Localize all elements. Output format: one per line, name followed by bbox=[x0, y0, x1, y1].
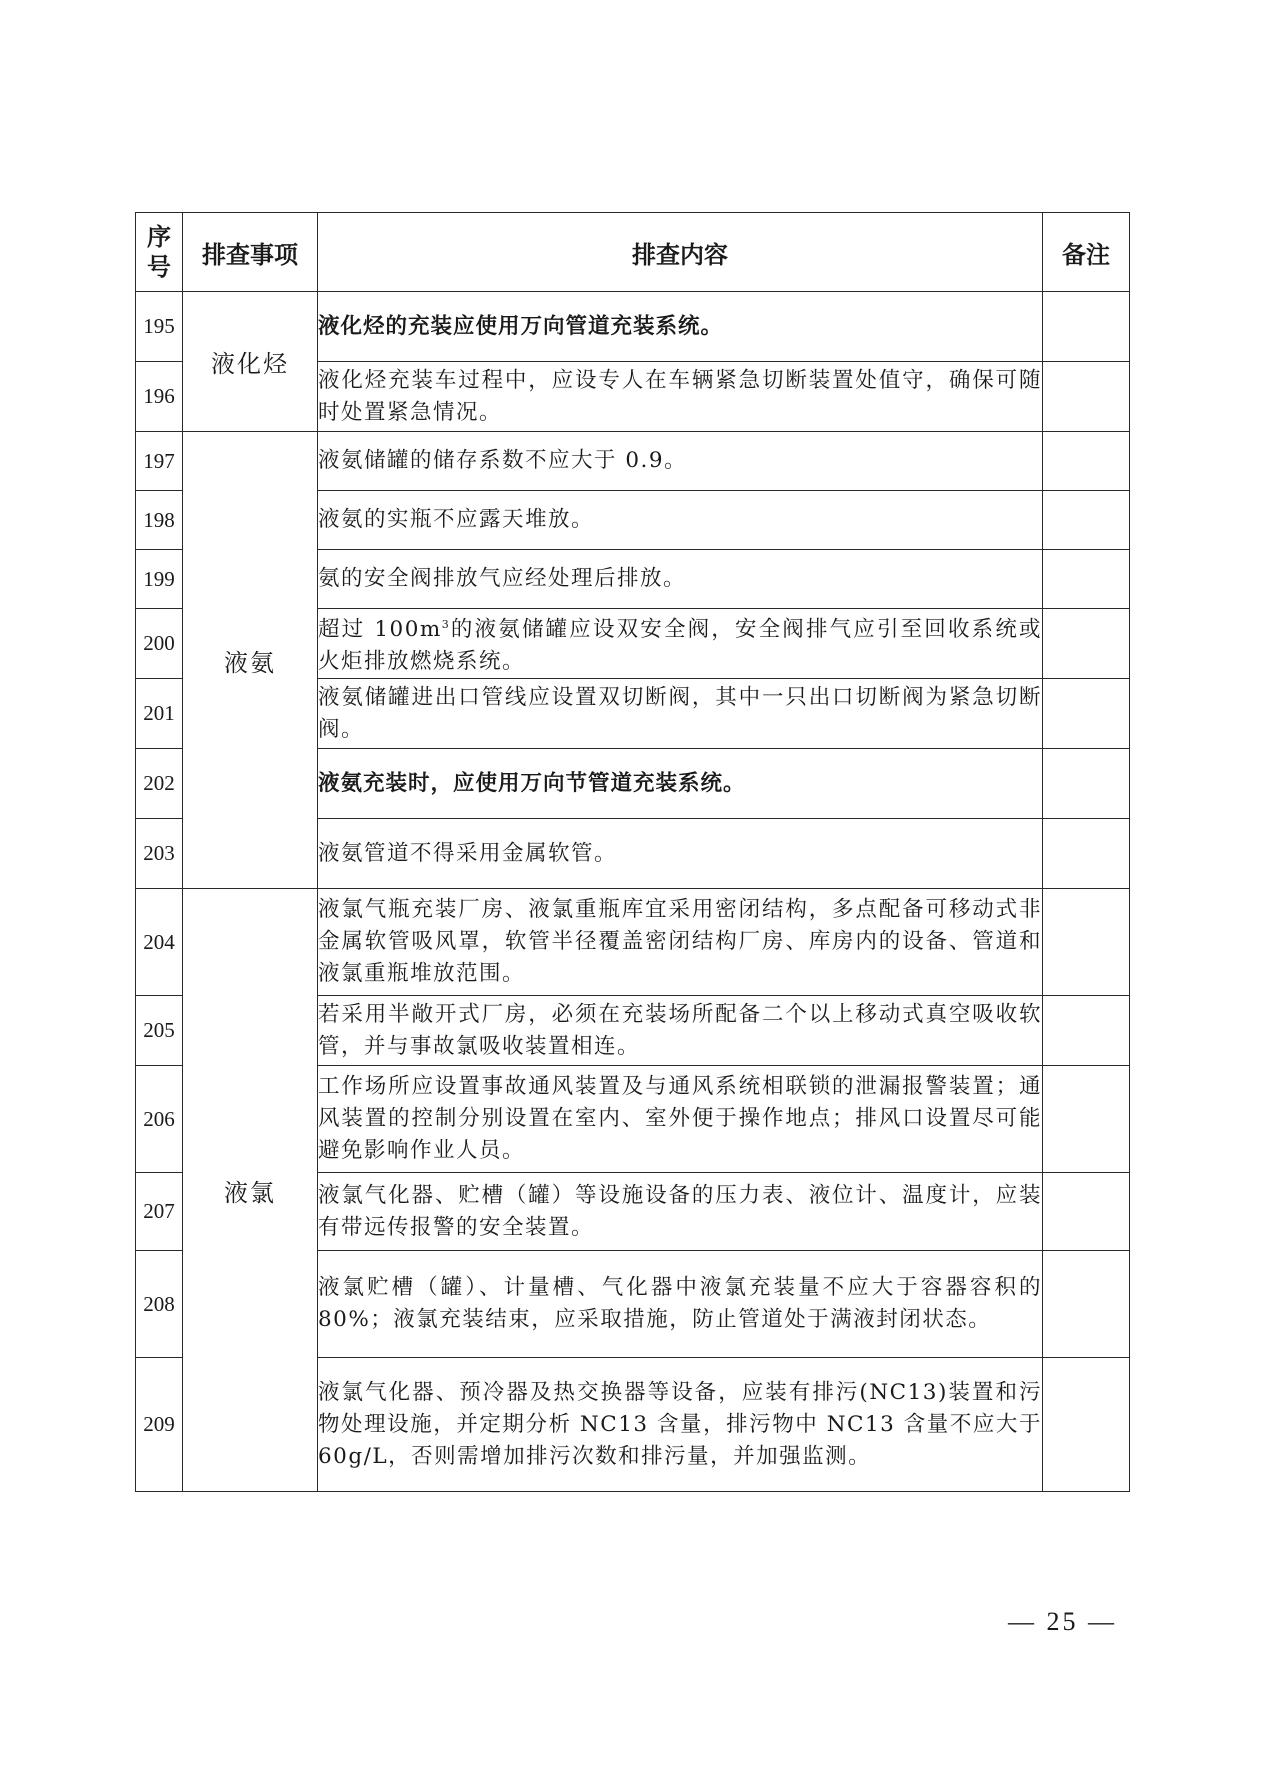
row-note bbox=[1043, 1251, 1130, 1358]
row-note bbox=[1043, 679, 1130, 749]
row-number: 201 bbox=[136, 679, 183, 749]
row-content: 液氯气化器、预冷器及热交换器等设备，应装有排污(NC13)装置和污物处理设施，并定期分析 NC13 含量，排污物中 NC13 含量不应大于 60g/L，否则需增加排污次数和排污量，并加强监测。 bbox=[318, 1358, 1043, 1492]
row-content: 液化烃的充装应使用万向管道充装系统。 bbox=[318, 292, 1043, 362]
row-content: 液氨储罐进出口管线应设置双切断阀，其中一只出口切断阀为紧急切断阀。 bbox=[318, 679, 1043, 749]
group-item: 液氨 bbox=[183, 432, 318, 889]
row-number: 197 bbox=[136, 432, 183, 491]
inspection-table bbox=[135, 212, 1130, 1492]
header-remarks: 备注 bbox=[1043, 213, 1130, 292]
row-number: 200 bbox=[136, 609, 183, 679]
table-row bbox=[136, 432, 1130, 491]
row-number: 203 bbox=[136, 819, 183, 889]
row-note bbox=[1043, 550, 1130, 609]
row-content: 液氨充装时，应使用万向节管道充装系统。 bbox=[318, 749, 1043, 819]
table-row bbox=[136, 292, 1130, 362]
row-content: 工作场所应设置事故通风装置及与通风系统相联锁的泄漏报警装置；通风装置的控制分别设置在室内、室外便于操作地点；排风口设置尽可能避免影响作业人员。 bbox=[318, 1066, 1043, 1173]
row-content-part: 的液氨储罐应设双安全阀，安全阀排气应引至回收系统或火炬排放燃烧系统。 bbox=[318, 617, 1042, 675]
row-number: 209 bbox=[136, 1358, 183, 1492]
table-header-row bbox=[136, 213, 1130, 292]
row-note bbox=[1043, 1173, 1130, 1251]
header-serial-line2: 号 bbox=[147, 253, 171, 281]
row-content: 液氯气化器、贮槽（罐）等设施设备的压力表、液位计、温度计，应装有带远传报警的安全装置。 bbox=[318, 1173, 1043, 1251]
row-number: 199 bbox=[136, 550, 183, 609]
row-note bbox=[1043, 996, 1130, 1066]
page-number: — 25 — bbox=[1008, 1607, 1117, 1636]
row-content: 液氨储罐的储存系数不应大于 0.9。 bbox=[318, 432, 1043, 491]
row-content: 液氯贮槽（罐）、计量槽、气化器中液氯充装量不应大于容器容积的 80%；液氯充装结束，应采取措施，防止管道处于满液封闭状态。 bbox=[318, 1251, 1043, 1358]
row-number: 205 bbox=[136, 996, 183, 1066]
table-row bbox=[136, 889, 1130, 996]
row-note bbox=[1043, 292, 1130, 362]
row-number: 208 bbox=[136, 1251, 183, 1358]
row-content-part: 超过 100m bbox=[318, 617, 442, 643]
row-note bbox=[1043, 749, 1130, 819]
row-number: 206 bbox=[136, 1066, 183, 1173]
row-content bbox=[318, 609, 1043, 679]
row-note bbox=[1043, 362, 1130, 432]
header-serial-line1: 序 bbox=[147, 223, 171, 251]
row-content: 液化烃充装车过程中，应设专人在车辆紧急切断装置处值守，确保可随时处置紧急情况。 bbox=[318, 362, 1043, 432]
header-inspection-content: 排查内容 bbox=[318, 213, 1043, 292]
header-inspection-item: 排查事项 bbox=[183, 213, 318, 292]
row-number: 202 bbox=[136, 749, 183, 819]
group-item: 液氯 bbox=[183, 889, 318, 1492]
row-content: 液氯气瓶充装厂房、液氯重瓶库宜采用密闭结构，多点配备可移动式非金属软管吸风罩，软管半径覆盖密闭结构厂房、库房内的设备、管道和液氯重瓶堆放范围。 bbox=[318, 889, 1043, 996]
row-note bbox=[1043, 1066, 1130, 1173]
row-content: 液氨管道不得采用金属软管。 bbox=[318, 819, 1043, 889]
row-note bbox=[1043, 889, 1130, 996]
superscript-unit: 3 bbox=[441, 618, 451, 631]
row-note bbox=[1043, 819, 1130, 889]
row-number: 198 bbox=[136, 491, 183, 550]
row-content: 若采用半敞开式厂房，必须在充装场所配备二个以上移动式真空吸收软管，并与事故氯吸收装置相连。 bbox=[318, 996, 1043, 1066]
group-item: 液化烃 bbox=[183, 292, 318, 432]
row-note bbox=[1043, 491, 1130, 550]
header-serial-number bbox=[136, 213, 183, 292]
row-number: 196 bbox=[136, 362, 183, 432]
row-content: 液氨的实瓶不应露天堆放。 bbox=[318, 491, 1043, 550]
row-number: 207 bbox=[136, 1173, 183, 1251]
row-note bbox=[1043, 609, 1130, 679]
row-number: 195 bbox=[136, 292, 183, 362]
row-content: 氨的安全阀排放气应经处理后排放。 bbox=[318, 550, 1043, 609]
row-note bbox=[1043, 1358, 1130, 1492]
row-note bbox=[1043, 432, 1130, 491]
row-number: 204 bbox=[136, 889, 183, 996]
